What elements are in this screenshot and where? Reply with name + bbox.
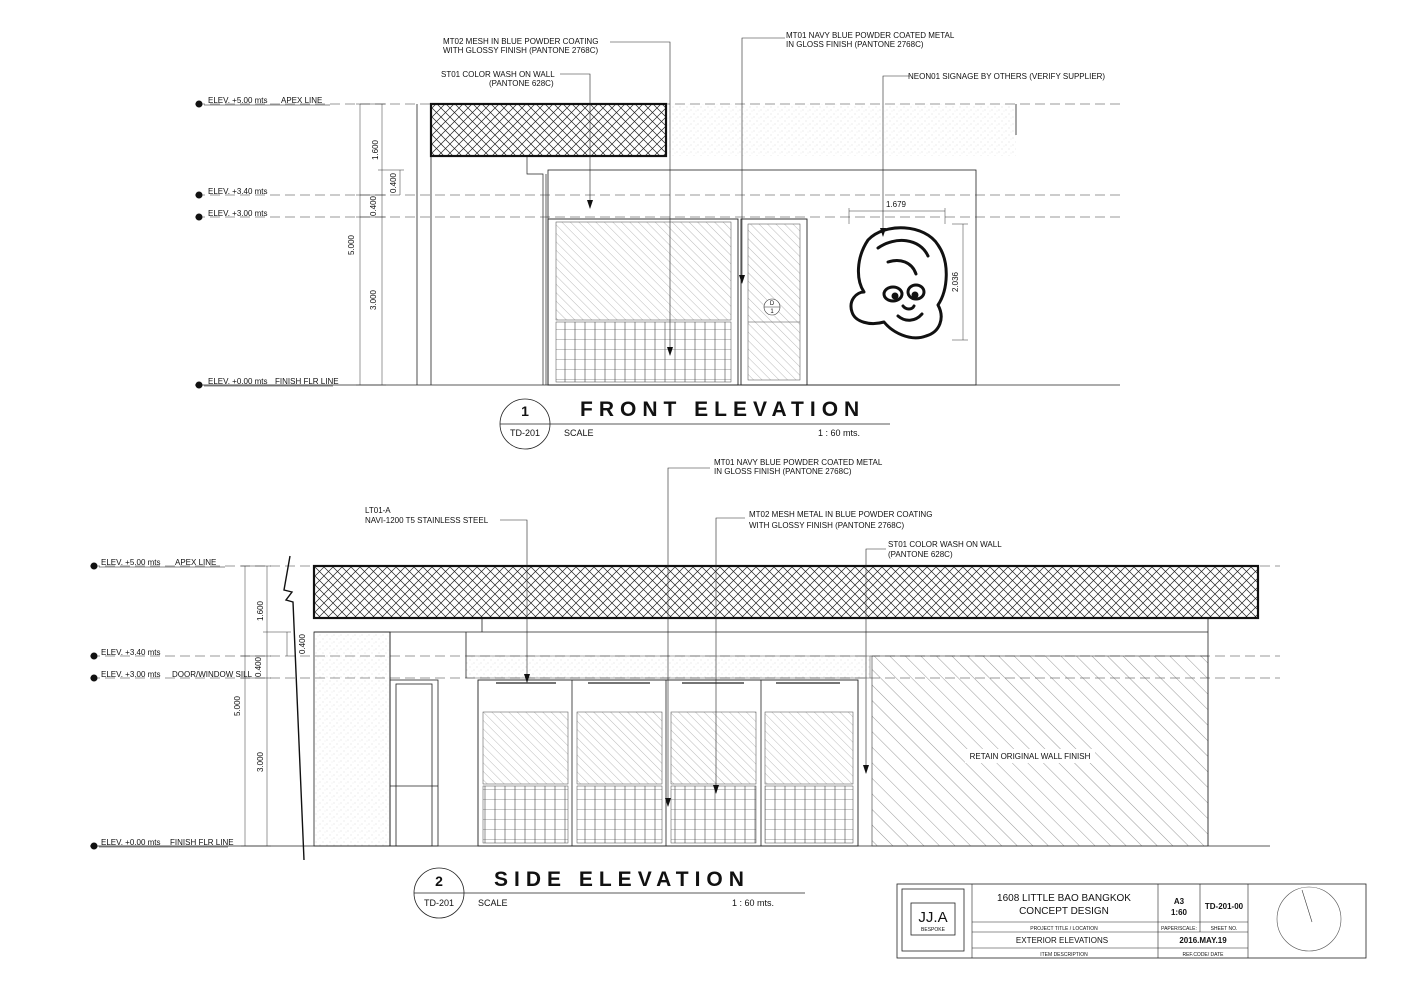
dim-label: 0.400 <box>298 633 307 655</box>
front-level-markers <box>196 96 339 389</box>
level-elev: ELEV. +3.40 mts <box>101 648 161 657</box>
window-bay <box>483 683 568 843</box>
level-elev: ELEV. +5.00 mts <box>101 558 161 567</box>
side-level-markers <box>91 558 253 850</box>
mesh-canopy-panel <box>431 104 666 156</box>
level-elev: ELEV. +5.00 mts <box>208 96 268 105</box>
note-st01-line2: (PANTONE 628C) <box>489 79 554 88</box>
note-mt02-line2: WITH GLOSSY FINISH (PANTONE 2768C) <box>749 521 905 530</box>
note-mt02-line1: MT02 MESH METAL IN BLUE POWDER COATING <box>749 510 933 519</box>
scale-value: 1 : 60 mts. <box>732 898 775 908</box>
dim-label: 3.000 <box>256 751 265 773</box>
note-lt01-line1: LT01-A <box>365 506 391 515</box>
scale-label: SCALE <box>564 428 594 438</box>
level-marker <box>196 96 331 108</box>
project-line2: CONCEPT DESIGN <box>1019 906 1109 917</box>
issue-date: 2016.MAY.19 <box>1179 936 1227 945</box>
door-tag-bottom: 1 <box>770 309 774 315</box>
break-line <box>284 556 304 860</box>
item-caption: ITEM DESCRIPTION <box>1040 952 1088 958</box>
front-dimensions <box>356 104 404 385</box>
level-marker <box>91 670 253 682</box>
paper-caption: PAPER/SCALE: <box>1161 926 1197 932</box>
front-elevation <box>195 31 1120 449</box>
neon-signage-character <box>851 228 946 338</box>
drawing-scale: 1:60 <box>1170 908 1188 917</box>
paper-size: A3 <box>1173 897 1185 906</box>
window-bay <box>671 683 756 843</box>
drawing-title: SIDE ELEVATION <box>494 868 750 891</box>
project-caption: PROJECT TITLE / LOCATION <box>1030 926 1098 932</box>
drawing-number: 1 <box>521 403 529 419</box>
level-marker <box>196 209 268 221</box>
side-elevation <box>90 458 1280 918</box>
door-tag-top: D <box>769 301 775 307</box>
dim-label: 1.600 <box>256 600 265 622</box>
level-name: APEX LINE <box>175 558 217 567</box>
title-block <box>897 884 1366 958</box>
note-mt01-line1: MT01 NAVY BLUE POWDER COATED METAL <box>786 31 955 40</box>
level-elev: ELEV. +3.00 mts <box>101 670 161 679</box>
wall-note: RETAIN ORIGINAL WALL FINISH <box>969 752 1091 761</box>
signage-height: 2.036 <box>951 271 960 293</box>
window-bay <box>765 683 853 843</box>
scale-value: 1 : 60 mts. <box>818 428 861 438</box>
drawing-number: 2 <box>435 873 443 889</box>
side-drawing-title <box>414 868 805 918</box>
note-lt01-line2: NAVI-1200 T5 STAINLESS STEEL <box>365 516 489 525</box>
drawing-title: FRONT ELEVATION <box>580 398 866 421</box>
level-marker <box>91 838 234 850</box>
side-door <box>390 680 438 846</box>
note-neon-line1: NEON01 SIGNAGE BY OTHERS (VERIFY SUPPLIER) <box>908 72 1106 81</box>
level-marker <box>91 648 161 660</box>
level-marker <box>91 558 226 570</box>
level-elev: ELEV. +3.00 mts <box>208 209 268 218</box>
drawing-ref: TD-201 <box>509 428 541 438</box>
dim-label: 3.000 <box>369 289 378 311</box>
note-mt01-line2: IN GLOSS FINISH (PANTONE 2768C) <box>786 40 924 49</box>
scale-label: SCALE <box>478 898 508 908</box>
drawing-ref: TD-201 <box>423 898 455 908</box>
sheet-number: TD-201-00 <box>1204 902 1244 911</box>
note-mt02-line2: WITH GLOSSY FINISH (PANTONE 2768C) <box>443 46 599 55</box>
date-caption: REF.CODE/ DATE <box>1182 952 1224 958</box>
note-mt01-line1: MT01 NAVY BLUE POWDER COATED METAL <box>714 458 883 467</box>
item-description: EXTERIOR ELEVATIONS <box>1015 936 1109 945</box>
project-line1: 1608 LITTLE BAO BANGKOK <box>997 893 1131 904</box>
logo-main: JJ.A <box>918 909 948 926</box>
level-name: DOOR/WINDOW SILL <box>172 670 253 679</box>
logo-sub: BESPOKE <box>921 927 945 933</box>
dim-label: 1.600 <box>371 139 380 161</box>
side-mesh-canopy <box>314 566 1258 618</box>
level-marker <box>196 377 339 389</box>
note-mt01-line2: IN GLOSS FINISH (PANTONE 2768C) <box>714 467 852 476</box>
note-mt02-line1: MT02 MESH IN BLUE POWDER COATING <box>443 37 599 46</box>
front-window <box>548 219 738 385</box>
level-name: FINISH FLR LINE <box>170 838 234 847</box>
note-st01-line1: ST01 COLOR WASH ON WALL <box>888 540 1002 549</box>
dim-label: 5.000 <box>347 234 356 256</box>
side-dimensions <box>241 566 291 846</box>
dim-label: 5.000 <box>233 695 242 717</box>
level-name: APEX LINE <box>281 96 323 105</box>
front-drawing-title <box>500 398 890 449</box>
level-elev: ELEV. +3.40 mts <box>208 187 268 196</box>
window-bay <box>577 683 662 843</box>
dim-label: 0.400 <box>389 172 398 194</box>
sheet-caption: SHEET NO. <box>1210 926 1238 932</box>
level-marker <box>196 187 268 199</box>
note-st01-line1: ST01 COLOR WASH ON WALL <box>441 70 555 79</box>
dim-label: 0.400 <box>254 656 263 678</box>
level-name: FINISH FLR LINE <box>275 377 339 386</box>
level-elev: ELEV. +0.00 mts <box>208 377 268 386</box>
note-st01-line2: (PANTONE 628C) <box>888 550 953 559</box>
front-door <box>741 219 807 385</box>
signage-width: 1.679 <box>885 200 907 209</box>
level-elev: ELEV. +0.00 mts <box>101 838 161 847</box>
dim-label: 0.400 <box>369 195 378 217</box>
